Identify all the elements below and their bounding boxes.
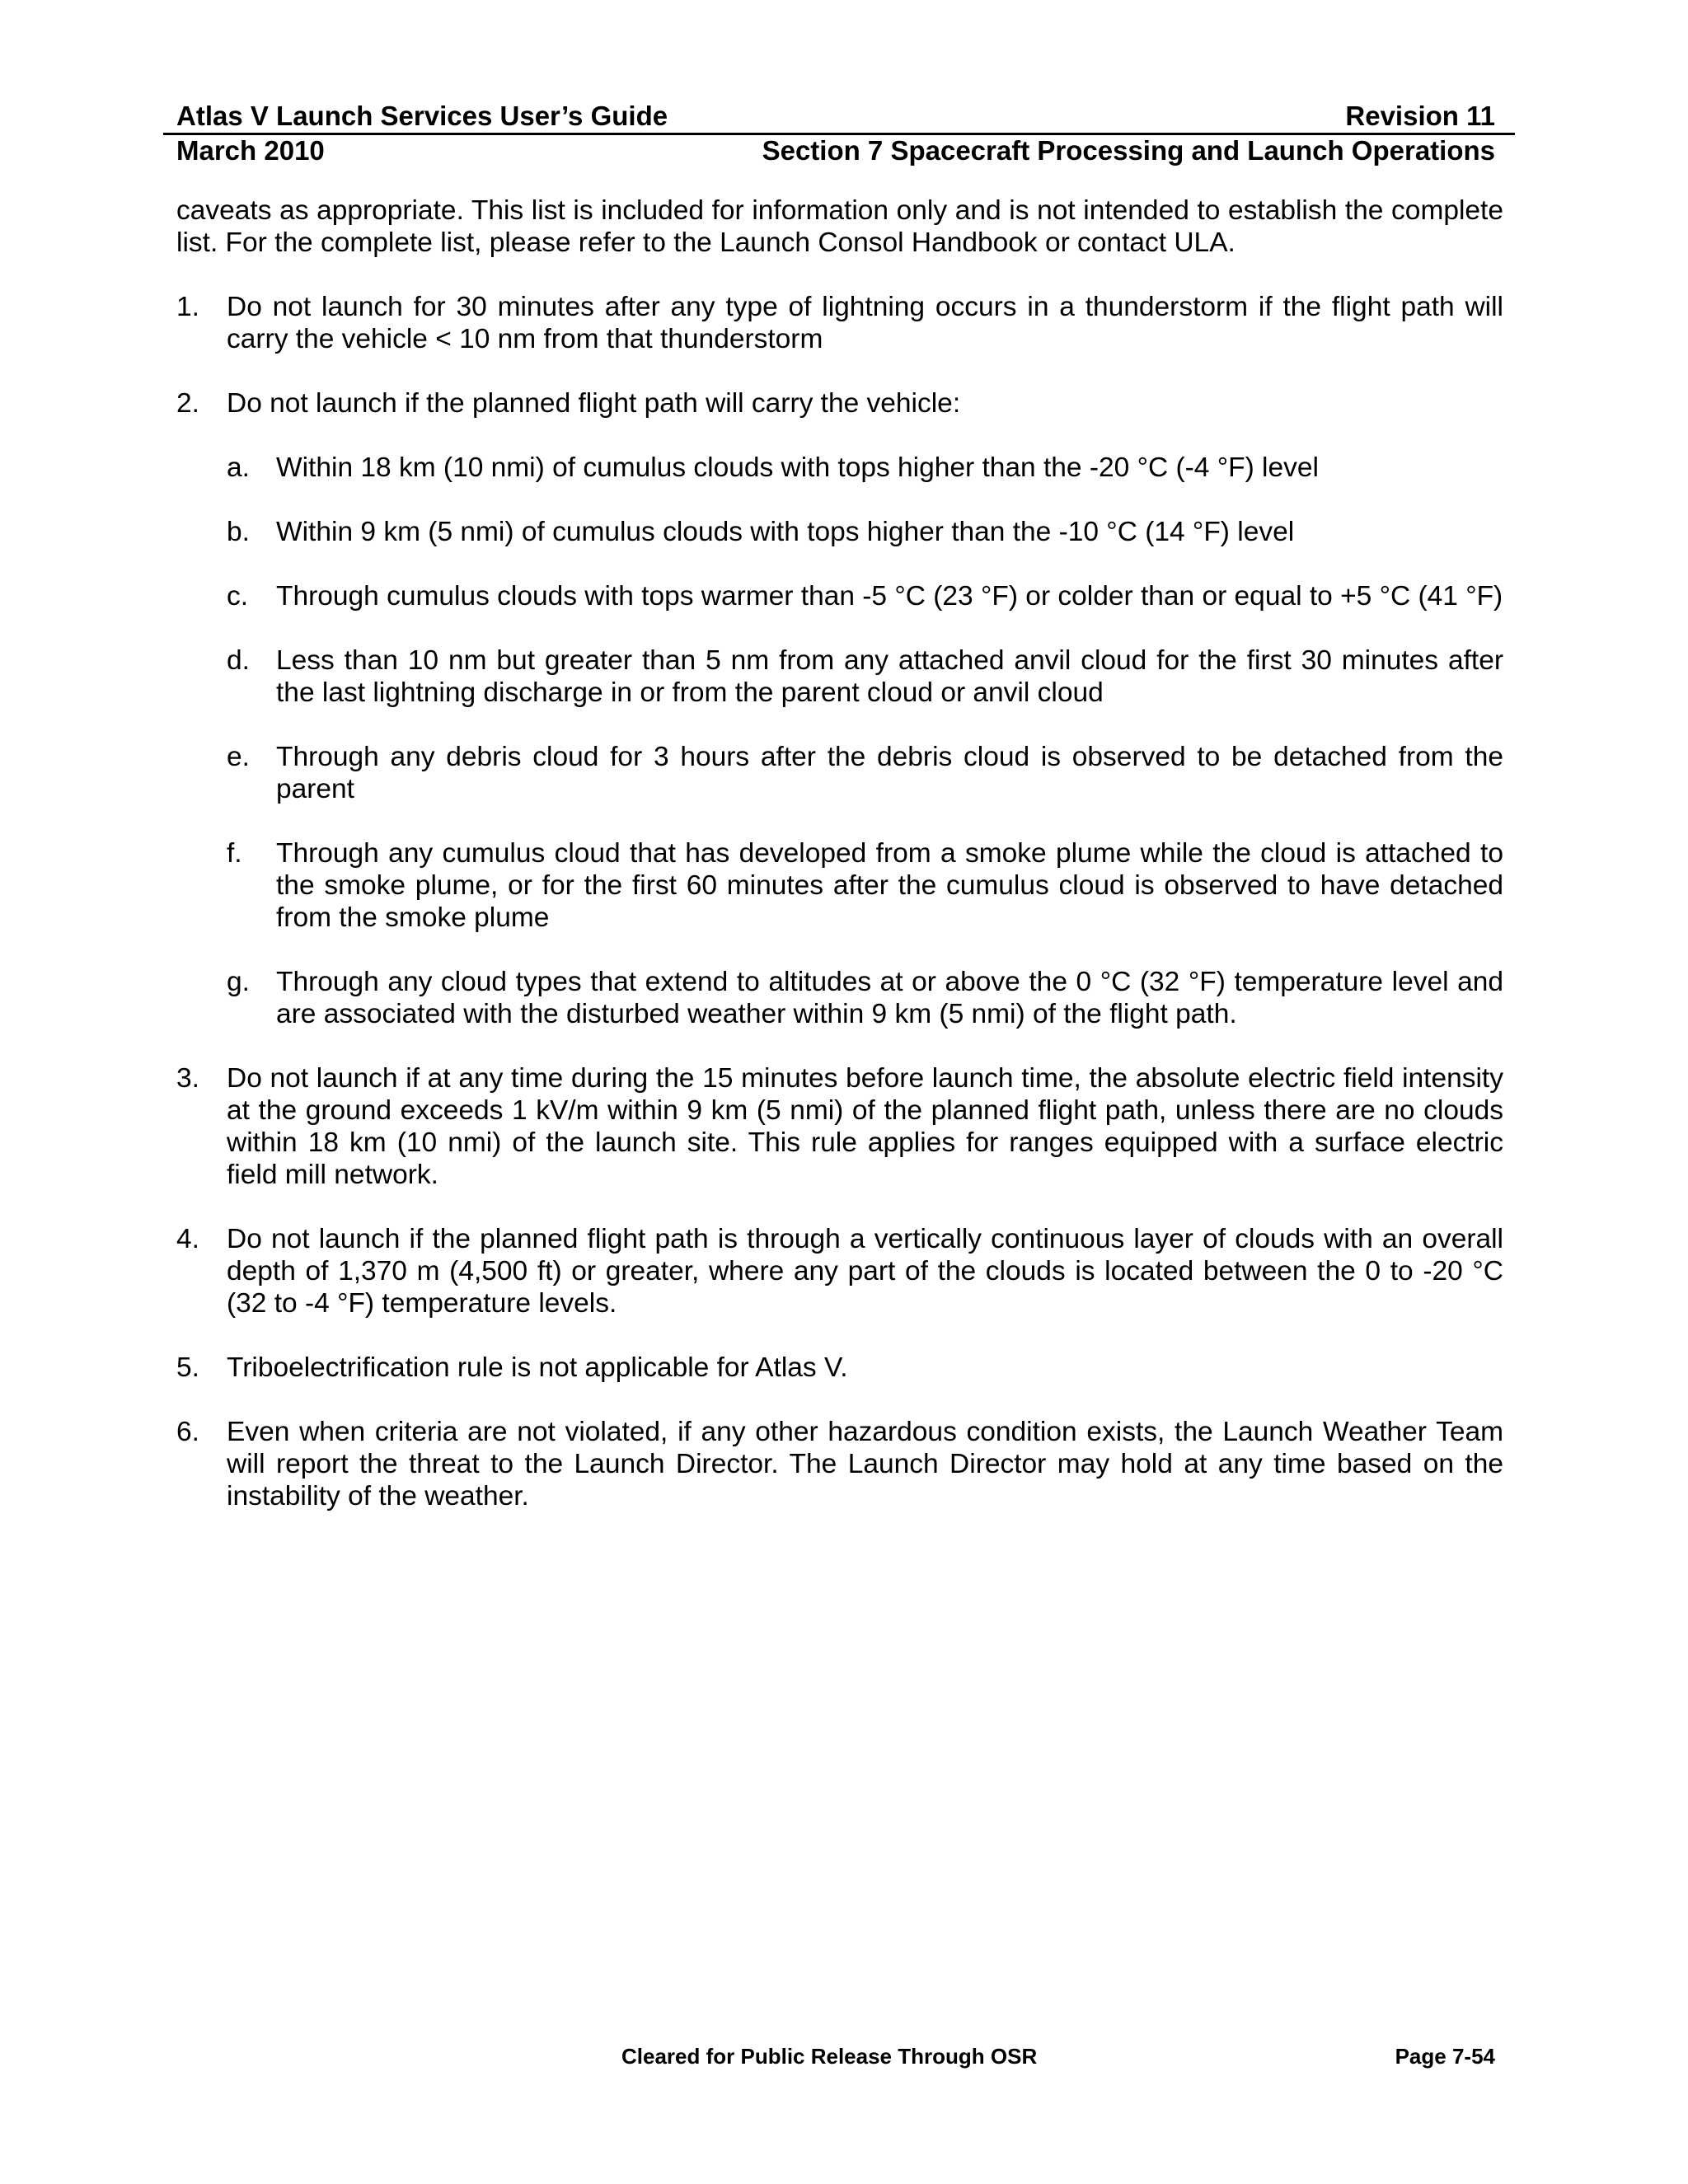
rule-item <box>176 1352 1503 1384</box>
subrule-letter: a. <box>227 452 250 483</box>
subrule-text: Through any debris cloud for 3 hours after the debris cloud is observed to be detached from the parent <box>276 742 1503 804</box>
subrule-text: Through any cloud types that extend to altitudes at or above the 0 °C (32 °F) temperature level and are associated with the disturbed weather within 9 km (5 nmi) of the flight path. <box>276 967 1503 1029</box>
rule-number: 4. <box>176 1224 199 1254</box>
subrule-item <box>176 741 1503 805</box>
section-title: Section 7 Spacecraft Processing and Launch Operations <box>762 135 1495 166</box>
rule-text: Do not launch if at any time during the 15 minutes before launch time, the absolute electric field intensity at the ground exceeds 1 kV/m within 9 km (5 nmi) of the planned flight path, unless there are no clouds within 18 km (10 nmi) of the launch site. This rule applies for ranges equipped with a surface electric field mill network. <box>227 1063 1503 1190</box>
subrule-item <box>176 837 1503 934</box>
rule-text: Triboelectrification rule is not applicable for Atlas V. <box>227 1352 848 1383</box>
rule-number: 3. <box>176 1063 199 1094</box>
header-top-row <box>176 99 1503 134</box>
subrule-letter: g. <box>227 967 250 997</box>
rule-item <box>176 1062 1503 1191</box>
rule-item <box>176 291 1503 355</box>
rule-item <box>176 1416 1503 1512</box>
subrule-letter: b. <box>227 517 250 547</box>
intro-paragraph: caveats as appropriate. This list is included for information only and is not intended to establish the complete list. For the complete list, please refer to the Launch Consol Handbook or contact ULA. <box>176 195 1503 258</box>
subrule-text: Through any cumulus cloud that has developed from a smoke plume while the cloud is attached to the smoke plume, or for the first 60 minutes after the cumulus cloud is observed to have detached from the smoke plume <box>276 838 1503 933</box>
subrule-item <box>176 644 1503 709</box>
document-date: March 2010 <box>176 135 325 166</box>
header-divider <box>163 133 1515 135</box>
rule-text: Do not launch if the planned flight path will carry the vehicle: <box>227 388 961 419</box>
rule-item <box>176 1223 1503 1319</box>
subrule-text: Less than 10 nm but greater than 5 nm from any attached anvil cloud for the first 30 minutes after the last lightning discharge in or from the parent cloud or anvil cloud <box>276 645 1503 708</box>
release-notice: Cleared for Public Release Through OSR <box>621 2044 1038 2069</box>
rule-item <box>176 387 1503 419</box>
subrule-item <box>176 452 1503 484</box>
rule-number: 5. <box>176 1352 199 1383</box>
subrule-letter: e. <box>227 742 250 772</box>
subrule-item <box>176 966 1503 1030</box>
document-title: Atlas V Launch Services User’s Guide <box>176 101 668 131</box>
rule-number: 6. <box>176 1417 199 1447</box>
subrule-letter: f. <box>227 838 242 869</box>
rule-number: 2. <box>176 388 199 419</box>
page-body <box>176 194 1503 1512</box>
subrule-letter: c. <box>227 581 249 612</box>
subrule-letter: d. <box>227 645 250 676</box>
header-bottom-row <box>176 134 1503 168</box>
subrule-item <box>176 516 1503 548</box>
subrule-text: Within 18 km (10 nmi) of cumulus clouds with tops higher than the -20 °C (-4 °F) level <box>276 452 1319 483</box>
rule-text: Even when criteria are not violated, if any other hazardous condition exists, the Launch Weather Team will report the threat to the Launch Director. The Launch Director may hold at any time based on the instability of the weather. <box>227 1417 1503 1511</box>
revision-label: Revision 11 <box>1345 101 1495 131</box>
rule-number: 1. <box>176 292 199 322</box>
subrule-text: Through cumulus clouds with tops warmer than -5 °C (23 °F) or colder than or equal to +5 °C (41 °F) <box>276 581 1503 612</box>
subrule-item <box>176 580 1503 612</box>
rule-text: Do not launch if the planned flight path is through a vertically continuous layer of clouds with an overall depth of 1,370 m (4,500 ft) or greater, where any part of the clouds is located between the 0 to -20 °C (32 to -4 °F) temperature levels. <box>227 1224 1503 1319</box>
rule-text: Do not launch for 30 minutes after any type of lightning occurs in a thunderstorm if the flight path will carry the vehicle < 10 nm from that thunderstorm <box>227 292 1503 354</box>
subrule-text: Within 9 km (5 nmi) of cumulus clouds with tops higher than the -10 °C (14 °F) level <box>276 517 1295 547</box>
page-number: Page 7-54 <box>1395 2044 1495 2069</box>
